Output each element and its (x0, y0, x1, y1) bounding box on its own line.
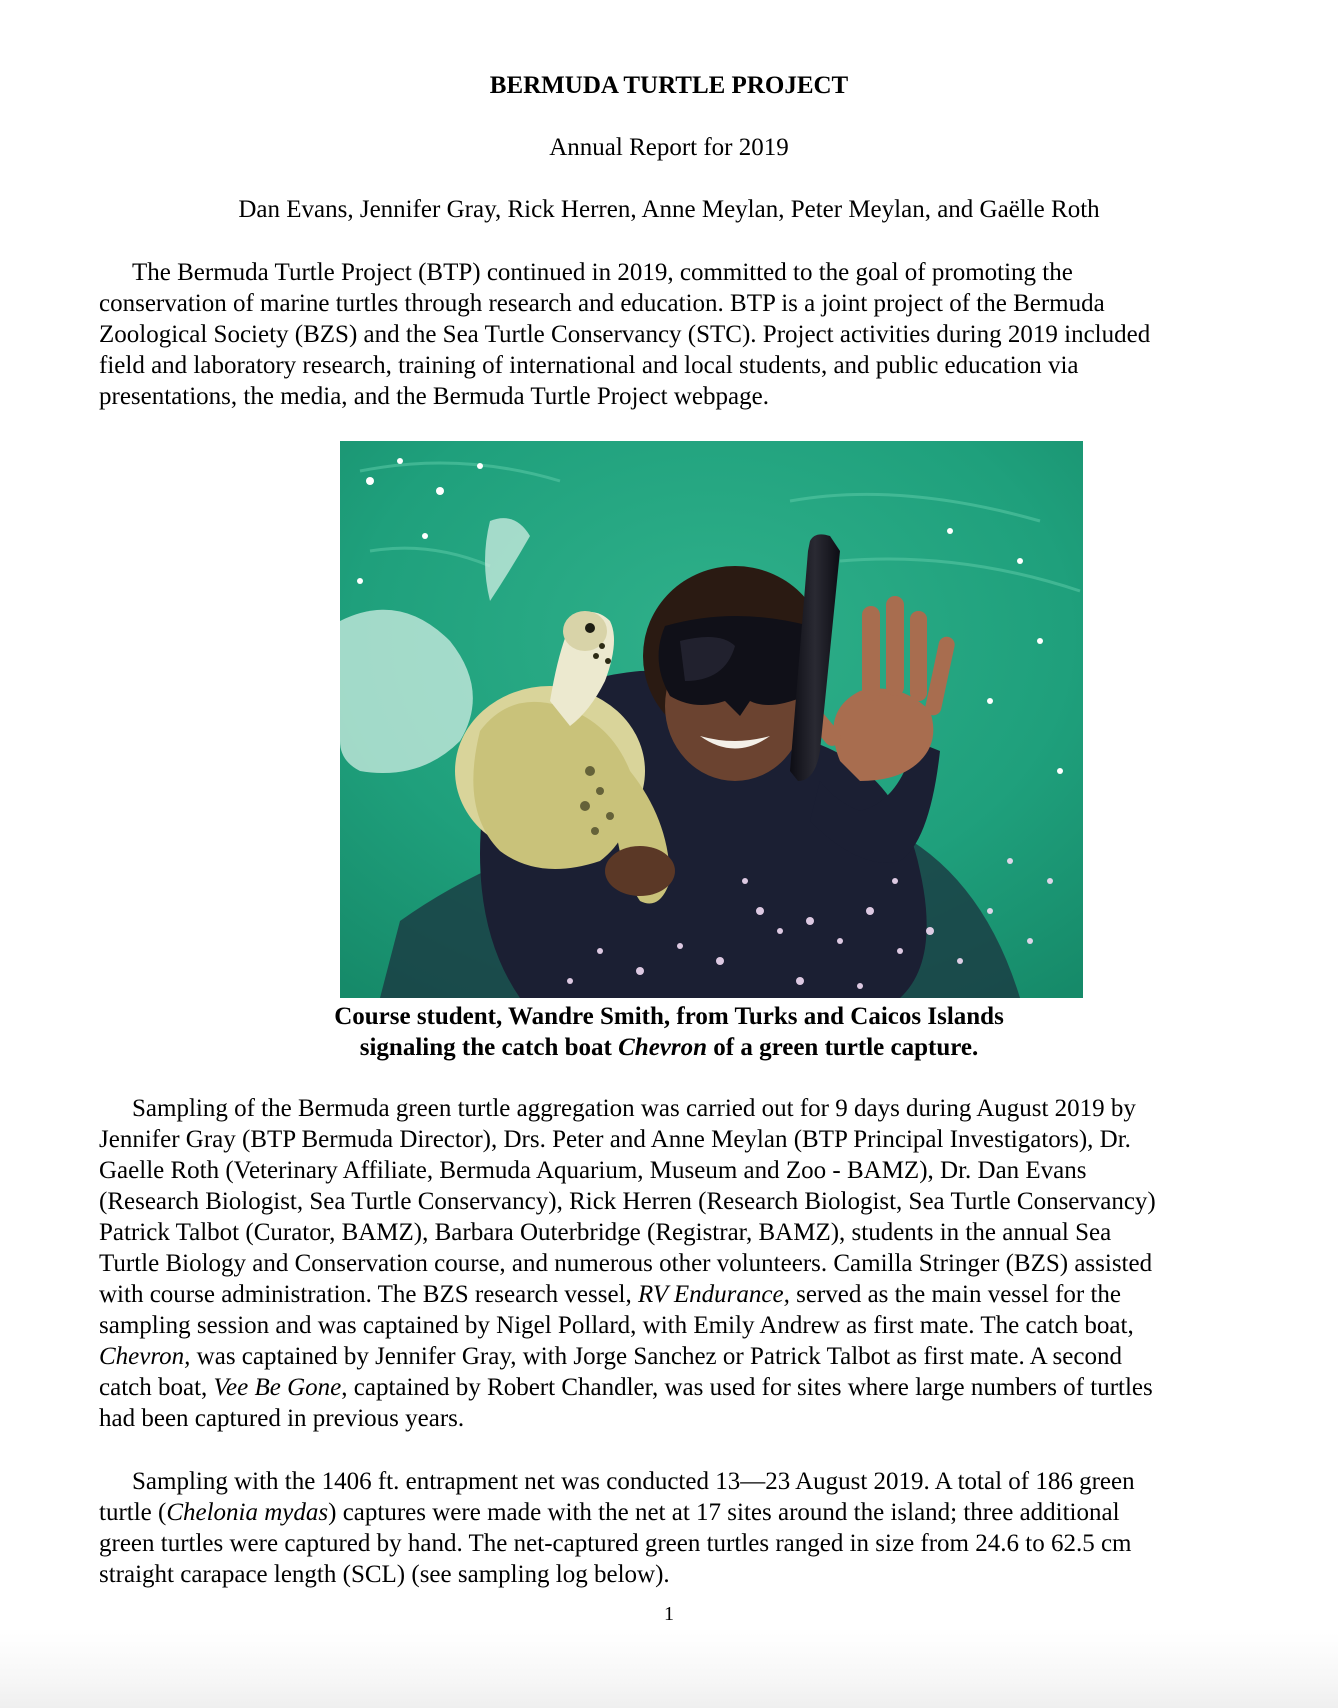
caption-line-2 (0, 1032, 1338, 1063)
paragraph-line (99, 1279, 1241, 1310)
species-name: Chelonia mydas (166, 1499, 329, 1526)
document-authors: Dan Evans, Jennifer Gray, Rick Herren, Anne Meylan, Peter Meylan, and Gaëlle Roth (238, 196, 1100, 223)
text-run: served as the main vessel for the (789, 1281, 1121, 1308)
figure-caption (0, 1001, 1338, 1063)
text-run: was captained by Jennifer Gray, with Jorge Sanchez or Patrick Talbot as first mate. A second (190, 1343, 1122, 1370)
document-subtitle: Annual Report for 2019 (549, 134, 789, 161)
paragraph-line (99, 1341, 1241, 1372)
text-run: ) captures were made with the net at 17 sites around the island; three additional (328, 1499, 1120, 1526)
paragraph-line: straight carapace length (SCL) (see sampling log below). (99, 1561, 670, 1588)
paragraph-line: Patrick Talbot (Curator, BAMZ), Barbara Outerbridge (Registrar, BAMZ), students in the annual Sea (99, 1219, 1112, 1246)
paragraph-line: Jennifer Gray (BTP Bermuda Director), Drs. Peter and Anne Meylan (BTP Principal Investigators), Dr. (99, 1126, 1131, 1153)
paragraph-line: (Research Biologist, Sea Turtle Conservancy), Rick Herren (Research Biologist, Sea Turtle Conservancy) (99, 1188, 1156, 1215)
vessel-name: Chevron, (99, 1343, 191, 1370)
page-bottom-shadow (0, 1633, 1338, 1708)
paragraph-line: presentations, the media, and the Bermuda Turtle Project webpage. (99, 383, 769, 410)
caption-line-1: Course student, Wandre Smith, from Turks and Caicos Islands (334, 1003, 1004, 1030)
photo-illustration (340, 441, 1083, 998)
caption-text: of a green turtle capture. (707, 1034, 979, 1061)
paragraph-line (99, 1497, 1241, 1528)
document-title: BERMUDA TURTLE PROJECT (489, 72, 849, 99)
paragraph-line: green turtles were captured by hand. The net-captured green turtles ranged in size from 24.6 to 62.5 cm (99, 1530, 1132, 1557)
net-sampling-paragraph (99, 1466, 1241, 1590)
paragraph-line: Sampling with the 1406 ft. entrapment net was conducted 13—23 August 2019. A total of 186 green (132, 1468, 1135, 1495)
paragraph-line (99, 1372, 1241, 1403)
paragraph-line: had been captured in previous years. (99, 1405, 465, 1432)
vessel-name: Vee Be Gone (213, 1374, 342, 1401)
paragraph-line: field and laboratory research, training of international and local students, and public education via (99, 352, 1079, 379)
text-run: catch boat, (99, 1374, 214, 1401)
paragraph-line: conservation of marine turtles through research and education. BTP is a joint project of the Bermuda (99, 290, 1105, 317)
paragraph-line: Turtle Biology and Conservation course, and numerous other volunteers. Camilla Stringer (BZS) assisted (99, 1250, 1153, 1277)
text-run: turtle ( (99, 1499, 167, 1526)
paragraph-line: The Bermuda Turtle Project (BTP) continued in 2019, committed to the goal of promoting the (132, 259, 1073, 286)
paragraph-line: Zoological Society (BZS) and the Sea Turtle Conservancy (STC). Project activities during 2019 included (99, 321, 1151, 348)
intro-paragraph (99, 257, 1241, 412)
paragraph-line: Sampling of the Bermuda green turtle aggregation was carried out for 9 days during August 2019 by (132, 1095, 1136, 1122)
text-run: , captained by Robert Chandler, was used for sites where large numbers of turtles (341, 1374, 1153, 1401)
paragraph-line: Gaelle Roth (Veterinary Affiliate, Bermuda Aquarium, Museum and Zoo - BAMZ), Dr. Dan Evans (99, 1157, 1087, 1184)
page-number: 1 (664, 1603, 674, 1625)
caption-boat-name: Chevron (618, 1034, 708, 1061)
vessel-name: RV Endurance, (638, 1281, 790, 1308)
paragraph-line: sampling session and was captained by Nigel Pollard, with Emily Andrew as first mate. The catch boat, (99, 1312, 1134, 1339)
sampling-paragraph (99, 1093, 1241, 1434)
text-run: with course administration. The BZS research vessel, (99, 1281, 638, 1308)
turtle-capture-photo (340, 441, 1083, 998)
caption-text: signaling the catch boat (359, 1034, 619, 1061)
